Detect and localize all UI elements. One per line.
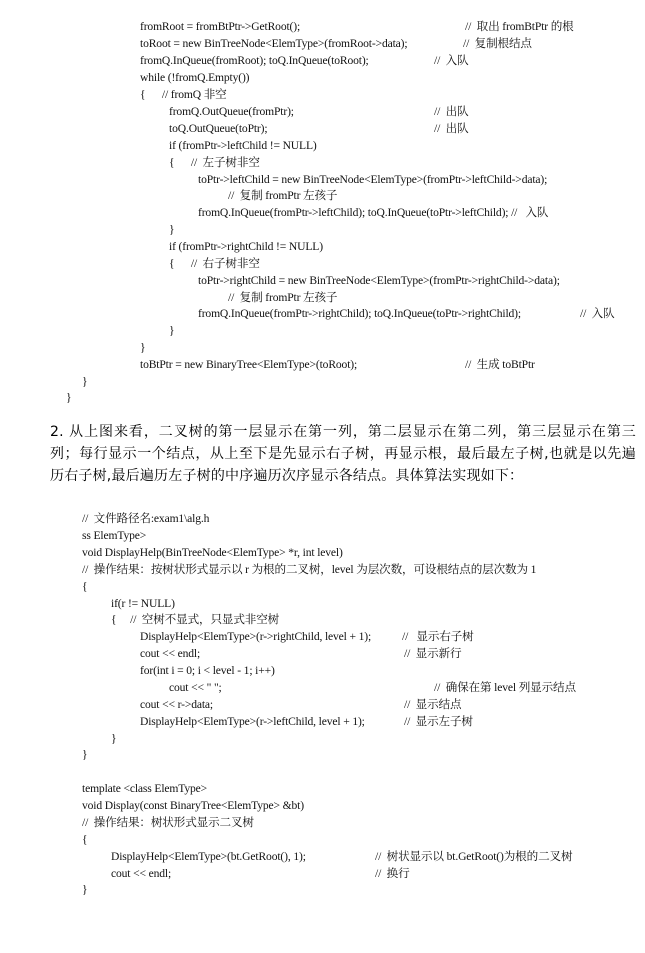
code-comment: // 生成 toBtPtr xyxy=(465,358,535,371)
code-comment: // 换行 xyxy=(375,867,410,880)
code-comment: // 入队 xyxy=(434,54,469,67)
code-line: } xyxy=(66,391,72,404)
code-line: // 操作结果：树状形式显示二叉树 xyxy=(82,816,254,829)
code-comment: // 复制根结点 xyxy=(463,37,532,50)
code-line: fromRoot = fromBtPtr->GetRoot(); xyxy=(140,20,301,33)
code-line: fromQ.InQueue(fromPtr->rightChild); toQ.InQueue(toPtr->rightChild); xyxy=(198,307,521,320)
code-line: } xyxy=(111,732,117,745)
code-line: } xyxy=(169,324,175,337)
code-line: toRoot = new BinTreeNode<ElemType>(fromRoot->data); xyxy=(140,37,408,50)
code-line: DisplayHelp<ElemType>(bt.GetRoot(), 1); xyxy=(111,850,306,863)
code-comment: // 出队 xyxy=(434,122,469,135)
code-line: } xyxy=(82,883,88,896)
code-line: fromQ.InQueue(fromPtr->leftChild); toQ.InQueue(toPtr->leftChild); // 入队 xyxy=(198,206,549,219)
code-line: { xyxy=(82,833,88,846)
code-line: cout << " "; xyxy=(169,681,222,694)
code-line: toPtr->rightChild = new BinTreeNode<ElemType>(fromPtr->rightChild->data); xyxy=(198,274,560,287)
code-line: } xyxy=(82,375,88,388)
code-line: toPtr->leftChild = new BinTreeNode<ElemType>(fromPtr->leftChild->data); xyxy=(198,173,548,186)
explanation-paragraph: 2. 从上图来看，二叉树的第一层显示在第一列，第二层显示在第二列，第三层显示在第三列；每行显示一个结点，从上至下是先显示右子树，再显示根，最后最左子树,也就是以先遍历右子树,最后遍历左子树的中序遍历次序显示各结点。具体算法实现如下： xyxy=(50,424,636,484)
code-line: // 复制 fromPtr 左孩子 xyxy=(228,189,338,202)
code-line: if(r != NULL) xyxy=(111,597,175,610)
code-line: } xyxy=(82,748,88,761)
code-line: // 复制 fromPtr 左孩子 xyxy=(228,291,338,304)
code-comment: // 显示左子树 xyxy=(404,715,473,728)
code-line: { // 空树不显式，只显式非空树 xyxy=(111,613,280,626)
code-line: while (!fromQ.Empty()) xyxy=(140,71,250,84)
code-comment: // 确保在第 level 列显示结点 xyxy=(434,681,576,694)
code-line: { // 右子树非空 xyxy=(169,257,260,270)
code-line: for(int i = 0; i < level - 1; i++) xyxy=(140,664,275,677)
code-line: { xyxy=(82,580,88,593)
code-line: DisplayHelp<ElemType>(r->rightChild, level + 1); xyxy=(140,630,372,643)
code-line: ss ElemType> xyxy=(82,529,147,542)
code-line: cout << endl; xyxy=(111,867,172,880)
code-comment: // 入队 xyxy=(580,307,615,320)
code-comment: // 显示结点 xyxy=(404,698,462,711)
code-line: if (fromPtr->rightChild != NULL) xyxy=(169,240,323,253)
code-line: toBtPtr = new BinaryTree<ElemType>(toRoot); xyxy=(140,358,358,371)
code-line: fromQ.OutQueue(fromPtr); xyxy=(169,105,294,118)
code-comment: // 出队 xyxy=(434,105,469,118)
code-line: { // fromQ 非空 xyxy=(140,88,227,101)
code-comment: // 显示新行 xyxy=(404,647,462,660)
code-comment: // 显示右子树 xyxy=(402,630,474,643)
code-line: void DisplayHelp(BinTreeNode<ElemType> *r, int level) xyxy=(82,546,343,559)
code-line: DisplayHelp<ElemType>(r->leftChild, level + 1); xyxy=(140,715,365,728)
code-comment: // 树状显示以 bt.GetRoot()为根的二叉树 xyxy=(375,850,573,863)
code-line: cout << endl; xyxy=(140,647,201,660)
code-line: void Display(const BinaryTree<ElemType> &bt) xyxy=(82,799,304,812)
code-line: template <class ElemType> xyxy=(82,782,208,795)
code-line: toQ.OutQueue(toPtr); xyxy=(169,122,268,135)
code-line: } xyxy=(140,341,146,354)
code-comment: // 取出 fromBtPtr 的根 xyxy=(465,20,574,33)
code-line: fromQ.InQueue(fromRoot); toQ.InQueue(toRoot); xyxy=(140,54,369,67)
code-line: cout << r->data; xyxy=(140,698,213,711)
code-line: } xyxy=(169,223,175,236)
code-line: { // 左子树非空 xyxy=(169,156,260,169)
code-line: if (fromPtr->leftChild != NULL) xyxy=(169,139,317,152)
code-line: // 文件路径名:exam1\alg.h xyxy=(82,512,210,525)
code-line: // 操作结果：按树状形式显示以 r 为根的二叉树，level 为层次数，可设根结点的层次数为 1 xyxy=(82,563,537,576)
